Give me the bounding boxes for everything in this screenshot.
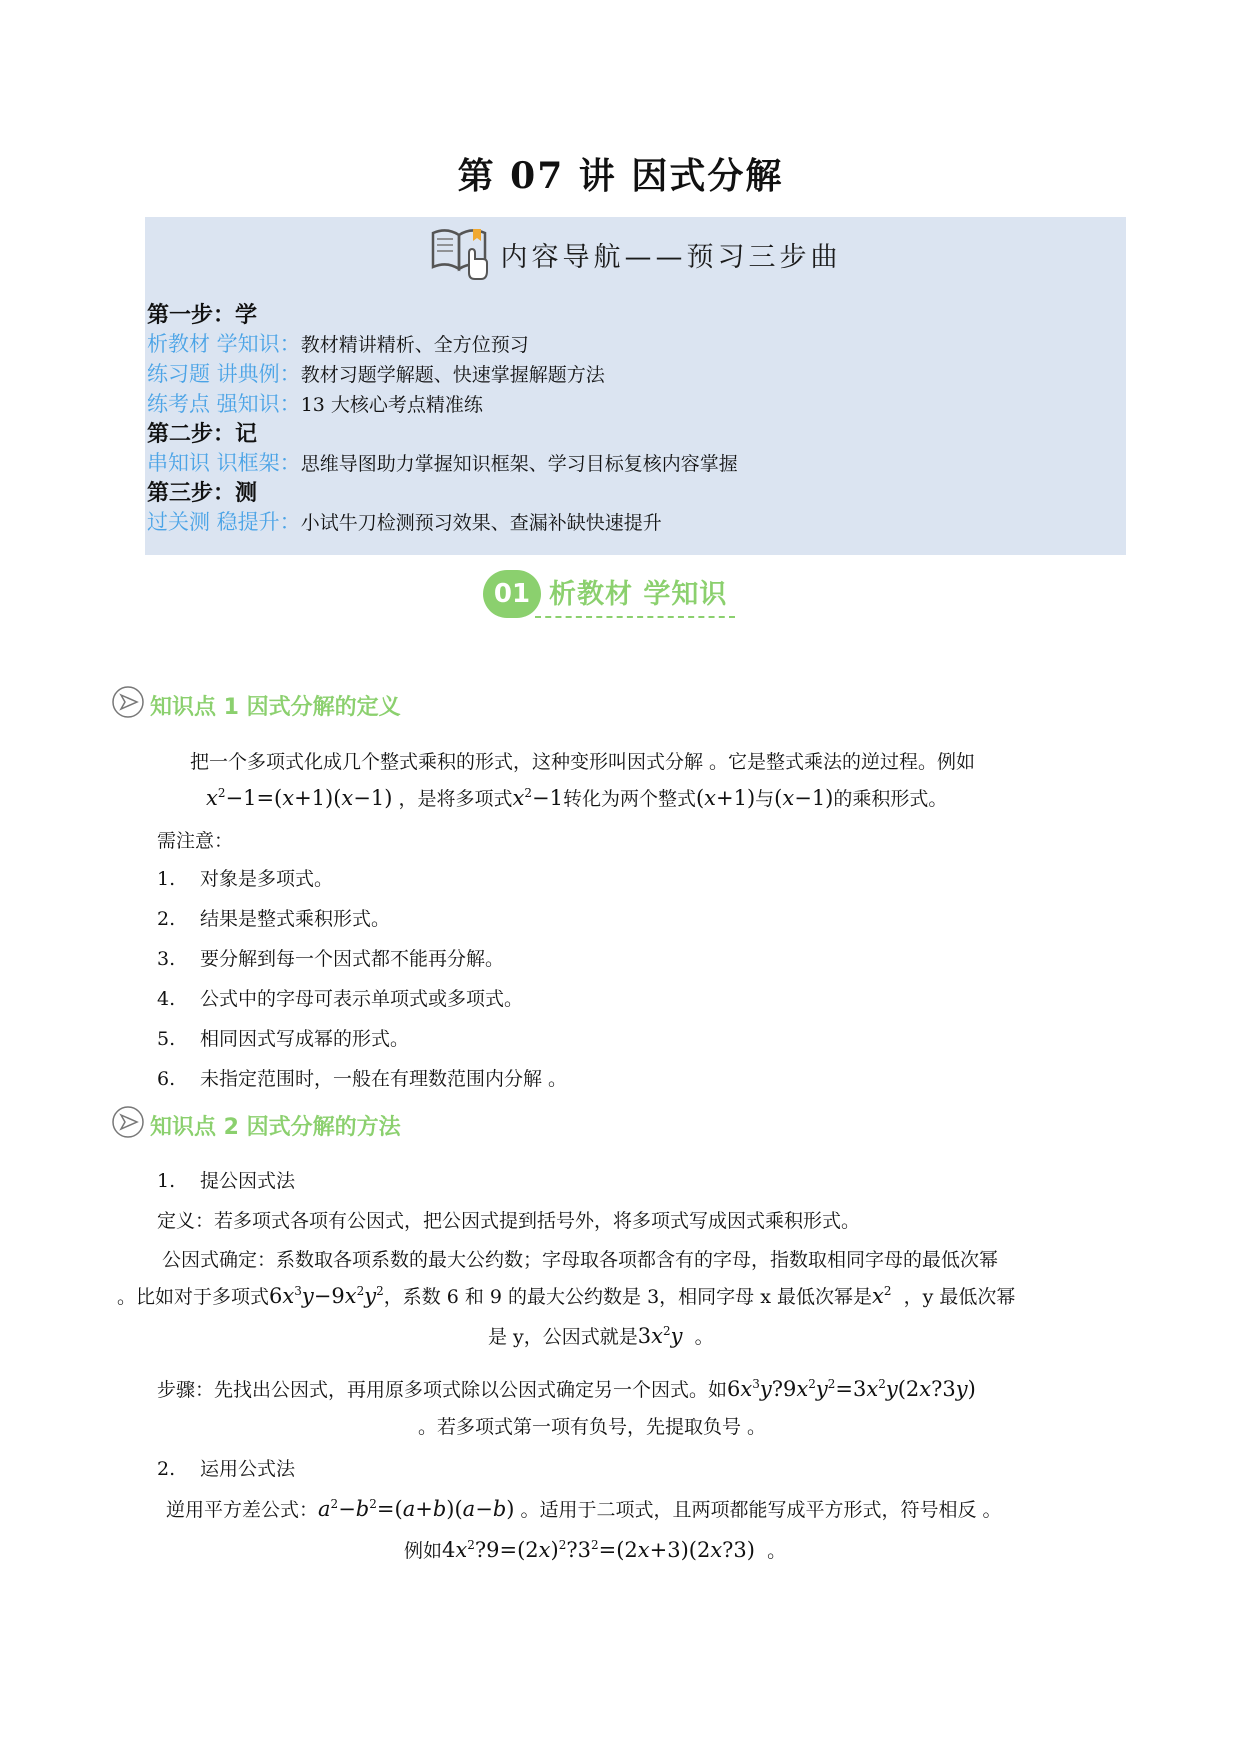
difference-of-squares-rule: 逆用平方差公式：$a^2-b^2=(a+b)(a-b)$ 。适用于二项式，且两项都能写成平方形式，符号相反 。	[166, 1497, 1002, 1521]
nav-heading	[145, 223, 1126, 285]
method-2-heading: 2. 运用公式法	[157, 1458, 296, 1480]
formula-difference-squares: $x^2-1=(x+1)(x-1)$	[206, 786, 393, 810]
method-1-steps: 步骤：先找出公因式，再用原多项式除以公因式确定另一个因式。如$6x^3y?9x^2y^2=3x^2y(2x?3y)$	[157, 1377, 976, 1401]
common-factor-paragraph: 公因式确定：系数取各项系数的最大公约数；字母取各项都含有的字母，指数取相同字母的最低次幂	[162, 1249, 999, 1271]
page-title: 第 07 讲 因式分解	[457, 155, 784, 197]
nav-step-1: 第一步：学	[147, 303, 258, 328]
section-number: 01	[483, 570, 541, 618]
difference-of-squares-example: 例如$4x^2?9=(2x)^2?3^2=(2x+3)(2x?3)$ 。	[404, 1538, 787, 1562]
method-1-steps-cont: 。若多项式第一项有负号，先提取负号 。	[418, 1416, 767, 1438]
list-item: 3. 要分解到每一个因式都不能再分解。	[157, 948, 505, 970]
content-navigation-box	[145, 217, 1126, 555]
list-item: 1. 对象是多项式。	[157, 868, 334, 890]
nav-item-2: 练习题 讲典例：教材习题学解题、快速掌握解题方法	[147, 362, 605, 386]
section-badge	[483, 566, 763, 628]
nav-step-2: 第二步：记	[147, 422, 258, 447]
method-1-heading: 1. 提公因式法	[157, 1170, 296, 1192]
note-label: 需注意：	[157, 830, 234, 852]
common-factor-result: 是 y，公因式就是$3x^2y$ 。	[488, 1324, 714, 1348]
common-factor-example: 。比如对于多项式$6x^3y-9x^2y^2$，系数 6 和 9 的最大公约数是 3，相同字母 x 最低次幂是$x^2$ ，y 最低次幂	[117, 1284, 1016, 1308]
definition-paragraph: 把一个多项式化成几个整式乘积的形式，这种变形叫因式分解 。它是整式乘法的逆过程。例如	[190, 751, 976, 773]
arrow-circle-icon	[110, 684, 146, 724]
section-label: 析教材 学知识	[549, 579, 728, 610]
definition-example: $x^2-1=(x+1)(x-1)$ ，是将多项式$x^2-1$转化为两个整式(x+1)与(x−1)的乘积形式。	[206, 786, 948, 810]
list-item: 5. 相同因式写成幂的形式。	[157, 1028, 410, 1050]
nav-lines	[147, 301, 1107, 538]
nav-item-5: 过关测 稳提升：小试牛刀检测预习效果、查漏补缺快速提升	[147, 510, 662, 534]
list-item: 2. 结果是整式乘积形式。	[157, 908, 391, 930]
method-1-definition: 定义：若多项式各项有公因式，把公因式提到括号外，将多项式写成因式乘积形式。	[157, 1210, 861, 1232]
nav-item-1: 析教材 学知识：教材精讲精析、全方位预习	[147, 332, 529, 356]
arrow-circle-icon	[110, 1104, 146, 1144]
nav-step-3: 第三步：测	[147, 481, 258, 506]
nav-title: 内容导航——预习三步曲	[500, 241, 842, 273]
book-icon	[429, 223, 491, 285]
nav-item-4: 串知识 识框架：思维导图助力掌握知识框架、学习目标复核内容掌握	[147, 451, 738, 475]
document-page: 第 07 讲 因式分解 内容导航——预习三步曲 第一步：学 析教材 学知识：教材精讲精析、全方位预习 练习题 讲典例：教材习题学解题、快速掌握解题方法 练考点 强知识：13 大核心考点精准练 第二步：记 串知识 识框架：思维导图助力掌握知识框架、学习目标复核内容掌握 第三步：测 过关测 稳提升：小试牛刀检测预习效果、查漏补缺快速提升 01 析教材 学知识 知识点 1 因式分解的定义 把一个多项式化成几个整式乘积的形式，这种变形叫因式分解 。它是整式乘法的逆过程。例如 $x^2-1=(x+1)(x-1)$ ，是将多项式$x^2-1$转化为两个整式(x+1)与(x−1)的乘积形式。 需注意： 1. 对象是多项式。 2. 结果是整式乘积形式。 3. 要分解到每一个因式都不能再分解。 4. 公式中的字母可表示单项式或多项式。 5. 相同因式写成幂的形式。 6. 未指定范围时，一般在有理数范围内分解 。 知识点 2 因式分解的方法 1. 提公因式法 定义：若多项式各项有公因式，把公因式提到括号外，将多项式写成因式乘积形式。 公因式确定：系数取各项系数的最大公约数；字母取各项都含有的字母，指数取相同字母的最低次幂 。比如对于多项式$6x^3y-9x^2y^2$，系数 6 和 9 的最大公约数是 3，相同字母 x 最低次幂是$x^2$ ，y 最低次幂 是 y，公因式就是$3x^2y$ 。 步骤：先找出公因式，再用原多项式除以公因式确定另一个因式。如$6x^3y?9x^2y^2=3x^2y(2x?3y)$ 。若多项式第一项有负号，先提取负号 。 2. 运用公式法 逆用平方差公式：$a^2-b^2=(a+b)(a-b)$ 。适用于二项式，且两项都能写成平方形式，符号相反 。 例如$4x^2?9=(2x)^2?3^2=(2x+3)(2x?3)$ 。	[0, 0, 1241, 1754]
list-item: 6. 未指定范围时，一般在有理数范围内分解 。	[157, 1068, 568, 1090]
list-item: 4. 公式中的字母可表示单项式或多项式。	[157, 988, 524, 1010]
nav-item-3: 练考点 强知识：13 大核心考点精准练	[147, 392, 483, 416]
section-underline	[535, 616, 735, 618]
